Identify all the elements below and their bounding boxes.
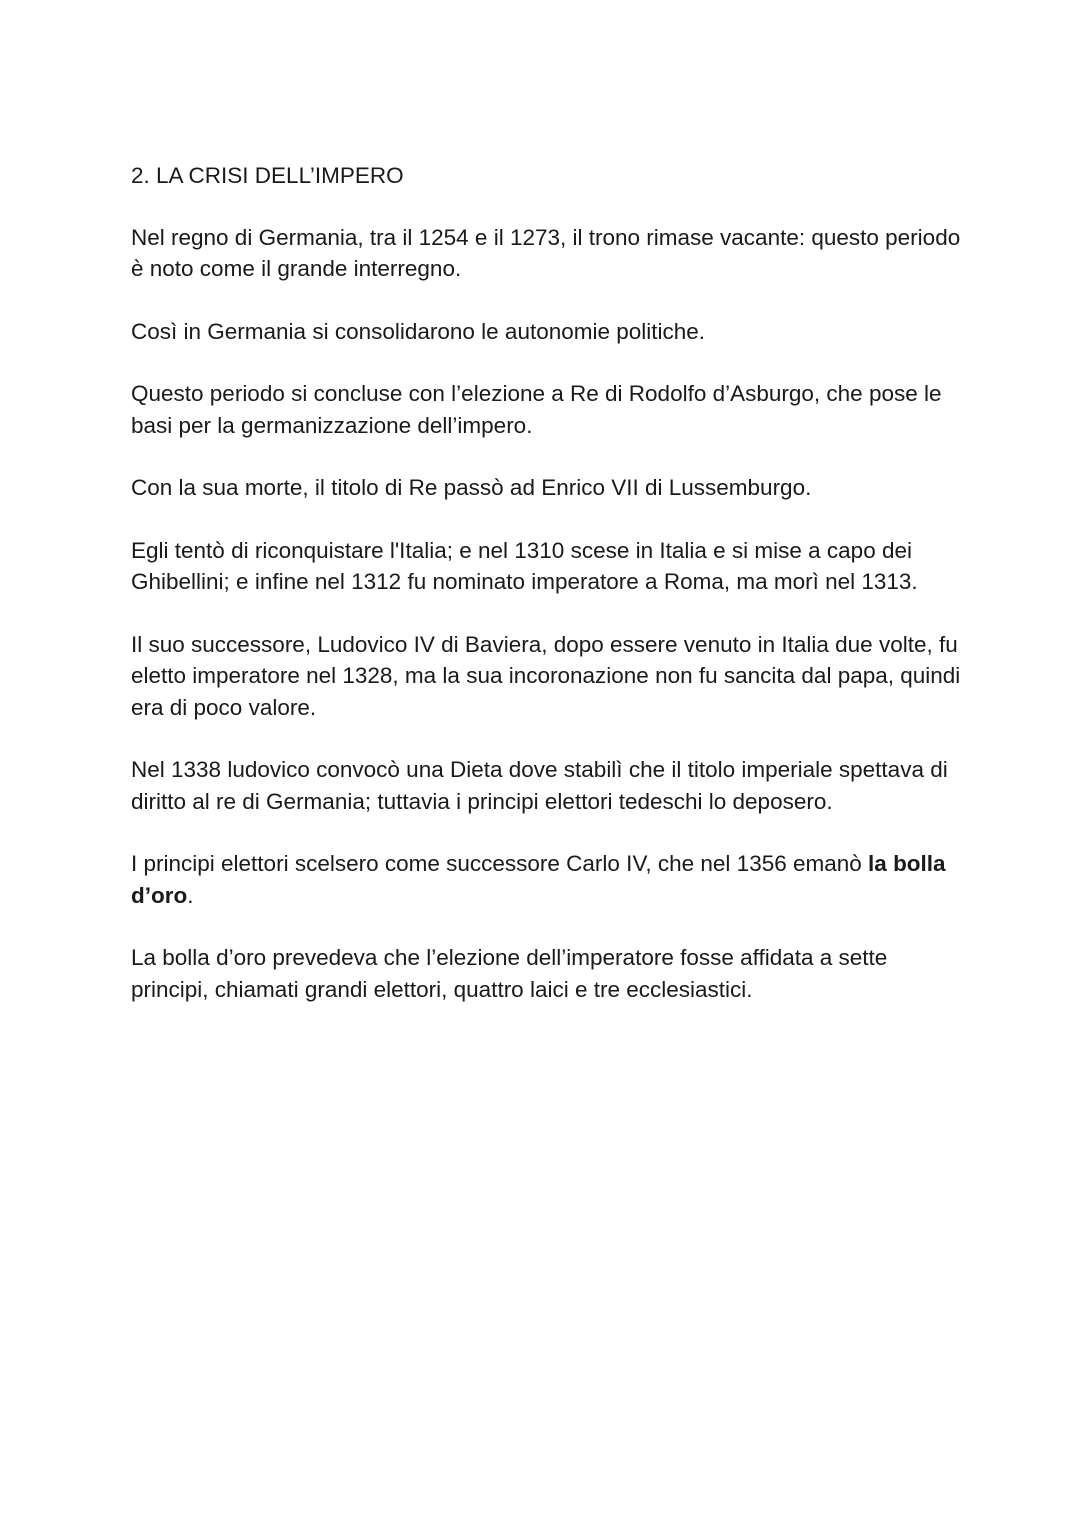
paragraph-autonomie: Così in Germania si consolidarono le autonomie politiche. — [131, 318, 706, 344]
document-body — [131, 160, 961, 1036]
paragraph-carlo — [131, 848, 961, 911]
paragraph-carlo-text: I principi elettori scelsero come successore Carlo IV, che nel 1356 emanò — [131, 851, 869, 876]
paragraph-ludovico: Il suo successore, Ludovico IV di Baviera, dopo essere venuto in Italia due volte, fu eletto imperatore nel 1328, ma la sua incoronazione non fu sancita dal papa, quindi era di poco valore. — [131, 631, 961, 720]
paragraph-dieta: Nel 1338 ludovico convocò una Dieta dove stabilì che il titolo imperiale spettava di diritto al re di Germania; tuttavia i principi elettori tedeschi lo deposero. — [131, 757, 948, 814]
paragraph-interregno: Nel regno di Germania, tra il 1254 e il 1273, il trono rimase vacante: questo periodo è noto come il grande interregno. — [131, 224, 961, 281]
paragraph-rodolfo: Questo periodo si concluse con l’elezione a Re di Rodolfo d’Asburgo, che pose le basi per la germanizzazione dell’impero. — [131, 381, 942, 438]
paragraph-carlo-end: . — [187, 882, 194, 908]
paragraph-enrico: Con la sua morte, il titolo di Re passò ad Enrico VII di Lussemburgo. — [131, 475, 812, 500]
bolla-doro-bold: la bolla d’oro — [131, 851, 946, 908]
paragraph-bolla: La bolla d’oro prevedeva che l’elezione dell’imperatore fosse affidata a sette principi, chiamati grandi elettori, quattro laici e tre ecclesiastici. — [131, 945, 888, 1002]
paragraph-italia: Egli tentò di riconquistare l'Italia; e nel 1310 scese in Italia e si mise a capo dei Ghibellini; e infine nel 1312 fu nominato imperatore a Roma, ma morì nel 1313. — [131, 537, 918, 594]
section-heading: 2. LA CRISI DELL’IMPERO — [131, 163, 404, 188]
